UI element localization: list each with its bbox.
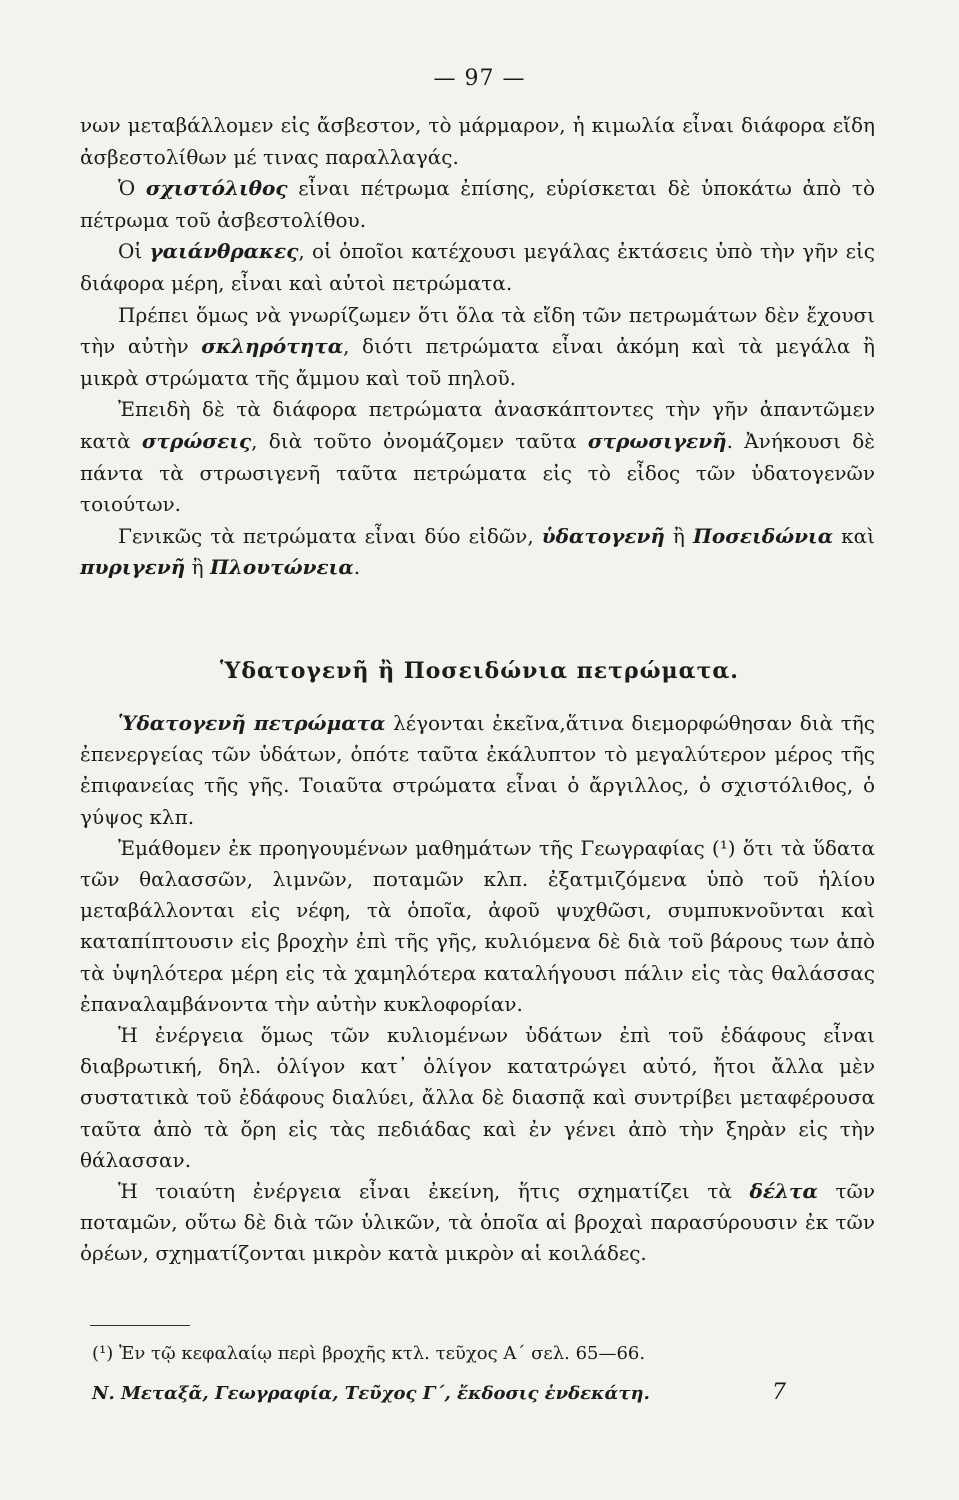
term-ydatogeni: ὑδατογενῆ bbox=[541, 523, 665, 548]
section-paragraph-2 bbox=[80, 833, 875, 1020]
paragraph-6-pre: Γενικῶς τὰ πετρώματα εἶναι δύο εἰδῶν, bbox=[118, 523, 542, 548]
paragraph-1-text: νων μεταβάλλομεν εἰς ἄσβεστον, τὸ μάρμαρον, ἡ κιμωλία εἶναι διάφορα εἴδη ἀσβεστολίθων μέ τινας παραλλαγάς. bbox=[80, 113, 875, 169]
paragraph-2 bbox=[80, 173, 875, 236]
paragraph-4-pre: Πρέπει ὅμως νὰ γνωρίζωμεν ὅτι ὅλα τὰ εἴδη τῶν πετρωμάτων δὲν ἔχουσι τὴν αὐτὴν bbox=[80, 302, 875, 359]
term-stroseis: στρώσεις bbox=[141, 428, 252, 453]
paragraph-4 bbox=[80, 300, 875, 395]
section-paragraph-1 bbox=[80, 708, 875, 833]
paragraph-5-post: . Ἀνήκουσι δὲ πάντα τὰ στρωσιγενῆ ταῦτα πετρώματα εἰς τὸ εἶδος τῶν ὑδατογενῶν τοιούτων. bbox=[80, 428, 876, 517]
paragraph-6-mid3: ἢ bbox=[185, 555, 210, 580]
paragraph-1 bbox=[80, 110, 875, 173]
paragraph-2-post: εἶναι πέτρωμα ἐπίσης, εὑρίσκεται δὲ ὑποκάτω ἀπὸ τὸ πέτρωμα τοῦ ἀσβεστολίθου. bbox=[80, 176, 875, 232]
section-paragraph-4 bbox=[80, 1176, 875, 1270]
paragraph-5-mid: , διὰ τοῦτο ὀνομάζομεν ταῦτα bbox=[251, 428, 588, 453]
book-signature: Ν. Μεταξᾶ, Γεωγραφία, Τεῦχος Γ΄, ἔκδοσις ἑνδεκάτη. bbox=[92, 1383, 650, 1404]
term-gaianthrakes: γαιάνθρακες bbox=[149, 239, 299, 264]
paragraph-5-pre: Ἐπειδὴ δὲ τὰ διάφορα πετρώματα ἀνασκάπτοντες τὴν γῆν ἀπαντῶμεν κατὰ bbox=[80, 397, 875, 453]
paragraph-3-post: , οἱ ὁποῖοι κατέχουσι μεγάλας ἐκτάσεις ὑπὸ τὴν γῆν εἰς διάφορα μέρη, εἶναι καὶ αὐτοὶ πετρώματα. bbox=[80, 239, 875, 295]
term-sklirotita: σκληρότητα bbox=[201, 334, 344, 359]
section-paragraph-3-text: Ἡ ἐνέργεια ὅμως τῶν κυλιομένων ὑδάτων ἐπὶ τοῦ ἐδάφους εἶναι διαβρωτική, δηλ. ὀλίγον κατ᾿ ὀλίγον κατατρώγει αὐτό, ἤτοι ἄλλα μὲν συστατικὰ τοῦ ἐδάφους διαλύει, ἄλλα δὲ διασπᾷ καὶ συντρίβει μεταφέρουσα ταῦτα ἀπὸ τὰ ὄρη εἰς τὰς πεδιάδας καὶ ἐν γένει ἀπὸ τὴν ξηρὰν εἰς τὴν θάλασσαν. bbox=[80, 1023, 875, 1172]
section-paragraph-2-text: Ἐμάθομεν ἐκ προηγουμένων μαθημάτων τῆς Γεωγραφίας (¹) ὅτι τὰ ὕδατα τῶν θαλασσῶν, λιμνῶν, ποταμῶν κλπ. ἐξατμιζόμενα ὑπὸ τοῦ ἡλίου μεταβάλλονται εἰς νέφη, τὰ ὁποῖα, ἀφοῦ ψυχθῶσι, συμπυκνοῦνται καὶ καταπίπτουσιν εἰς βροχὴν ἐπὶ τῆς γῆς, κυλιόμενα δὲ διὰ τοῦ βάρους των ἀπὸ τὰ ὑψηλότερα μέρη εἰς τὰ χαμηλότερα καταλήγουσι πάλιν εἰς τὰς θαλάσσας ἐπαναλαμβάνοντα τὴν αὐτὴν κυκλοφορίαν. bbox=[80, 835, 875, 1016]
paragraph-2-pre: Ὁ bbox=[118, 176, 146, 201]
paragraph-4-post: , διότι πετρώματα εἶναι ἀκόμη καὶ τὰ μεγάλα ἢ μικρὰ στρώματα τῆς ἄμμου καὶ τοῦ πηλοῦ. bbox=[80, 334, 875, 390]
section-paragraph-3 bbox=[80, 1020, 875, 1176]
paragraph-6 bbox=[80, 521, 875, 584]
paragraph-5 bbox=[80, 394, 875, 520]
term-poseidonia: Ποσειδώνια bbox=[692, 523, 834, 548]
term-strosigeni: στρωσιγενῆ bbox=[587, 428, 727, 453]
term-delta: δέλτα bbox=[749, 1179, 818, 1204]
section-paragraph-4-post: τῶν ποταμῶν, οὕτω δὲ διὰ τῶν ὑλικῶν, τὰ ὁποῖα αἱ βροχαὶ παρασύρουσιν ἐκ τῶν ὀρέων, σχηματίζονται μικρὸν κατὰ μικρὸν αἱ κοιλάδες. bbox=[80, 1179, 876, 1266]
signature-number: 7 bbox=[772, 1380, 786, 1405]
section-paragraph-4-pre: Ἡ τοιαύτη ἐνέργεια εἶναι ἐκείνη, ἥτις σχηματίζει τὰ bbox=[118, 1179, 750, 1204]
term-schistolithos: σχιστόλιθος bbox=[145, 176, 288, 201]
paragraph-3 bbox=[80, 236, 875, 299]
paragraph-6-mid1: ἢ bbox=[664, 523, 693, 548]
term-ploutoneia: Πλουτώνεια bbox=[209, 555, 354, 580]
body-text-upper bbox=[80, 110, 875, 584]
footnote: (¹) Ἐν τῷ κεφαλαίῳ περὶ βροχῆς κτλ. τεῦχος Α΄ σελ. 65—66. bbox=[92, 1343, 646, 1364]
body-text-lower bbox=[80, 708, 875, 1270]
term-ydatogeni-petromata: Ὑδατογενῆ πετρώματα bbox=[118, 711, 386, 735]
section-paragraph-1-post: λέγονται ἐκεῖνα,ἅτινα διεμορφώθησαν διὰ τῆς ἐπενεργείας τῶν ὑδάτων, ὁπότε ταῦτα ἐκάλυπτον τὸ μεγαλύτερον μέρος τῆς ἐπιφανείας τῆς γῆς. Τοιαῦτα στρώματα εἶναι ὁ ἄργιλλος, ὁ σχιστόλιθος, ὁ γύψος κλπ. bbox=[80, 711, 875, 829]
footnote-divider bbox=[90, 1325, 190, 1326]
page-number: — 97 — bbox=[433, 66, 526, 91]
term-pyrigeni: πυριγενῆ bbox=[80, 555, 186, 580]
section-title: Ὑδατογενῆ ἢ Ποσειδώνια πετρώματα. bbox=[220, 658, 739, 684]
paragraph-6-mid2: καὶ bbox=[833, 523, 875, 548]
paragraph-6-post: . bbox=[353, 555, 361, 580]
paragraph-3-pre: Οἱ bbox=[118, 239, 150, 264]
